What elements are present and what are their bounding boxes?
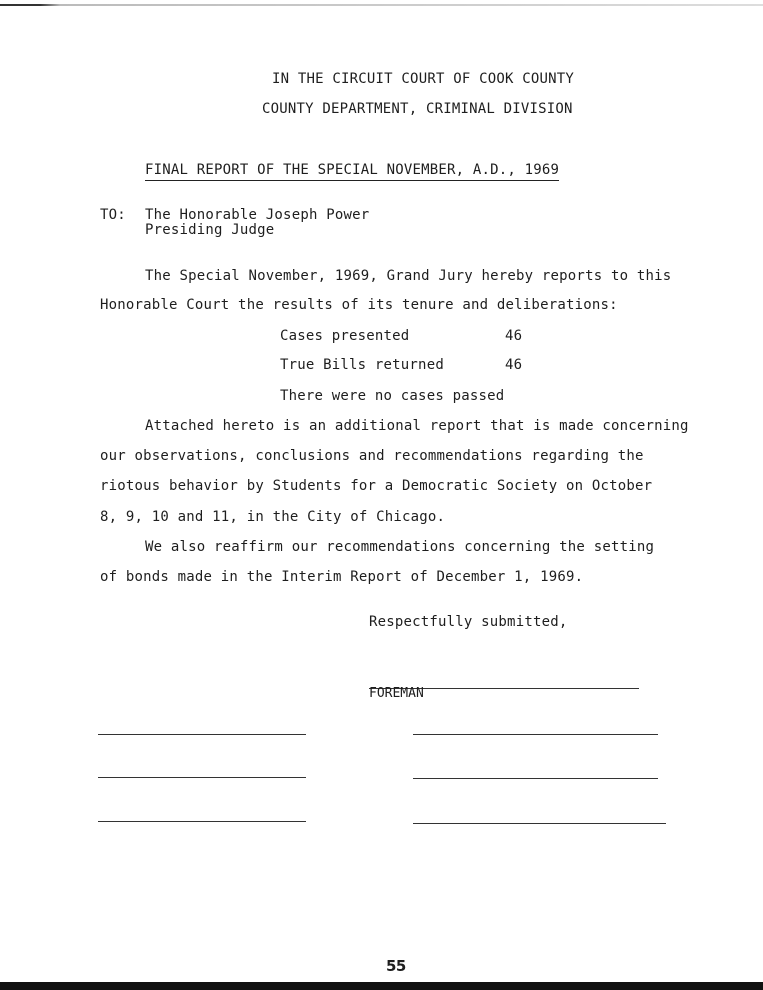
report-title: FINAL REPORT OF THE SPECIAL NOVEMBER, A.D., 1969 (145, 161, 559, 181)
stat-label-true-bills: True Bills returned (280, 357, 444, 373)
paragraph-3-line-2: of bonds made in the Interim Report of December 1, 1969. (100, 569, 584, 585)
paragraph-2-line-4: 8, 9, 10 and 11, in the City of Chicago. (100, 509, 446, 525)
page-number: 55 (386, 957, 406, 975)
scan-edge-bottom (0, 982, 763, 990)
paragraph-1-line-1: The Special November, 1969, Grand Jury hereby reports to this (145, 268, 672, 284)
scan-edge-top (0, 4, 763, 6)
addressee-role: Presiding Judge (145, 222, 275, 238)
foreman-label: FOREMAN (369, 686, 424, 701)
paragraph-2-line-1: Attached hereto is an additional report that is made concerning (145, 418, 689, 434)
closing-text: Respectfully submitted, (369, 614, 568, 630)
to-label: TO: (100, 207, 126, 223)
stat-value-cases-presented: 46 (505, 328, 523, 344)
addressee-name: The Honorable Joseph Power (145, 207, 370, 223)
paragraph-3-line-1: We also reaffirm our recommendations concerning the setting (145, 539, 655, 555)
court-heading: IN THE CIRCUIT COURT OF COOK COUNTY (272, 71, 575, 87)
juror-signature-line-left-2 (98, 777, 306, 778)
juror-signature-line-left-1 (98, 734, 306, 735)
division-heading: COUNTY DEPARTMENT, CRIMINAL DIVISION (262, 101, 573, 117)
juror-signature-line-right-3 (413, 823, 666, 824)
paragraph-1-line-2: Honorable Court the results of its tenure and deliberations: (100, 297, 618, 313)
no-cases-passed: There were no cases passed (280, 388, 505, 404)
stat-label-cases-presented: Cases presented (280, 328, 410, 344)
stat-value-true-bills: 46 (505, 357, 523, 373)
paragraph-2-line-3: riotous behavior by Students for a Democratic Society on October (100, 478, 653, 494)
juror-signature-line-left-3 (98, 821, 306, 822)
juror-signature-line-right-1 (413, 734, 658, 735)
juror-signature-line-right-2 (413, 778, 658, 779)
paragraph-2-line-2: our observations, conclusions and recommendations regarding the (100, 448, 644, 464)
